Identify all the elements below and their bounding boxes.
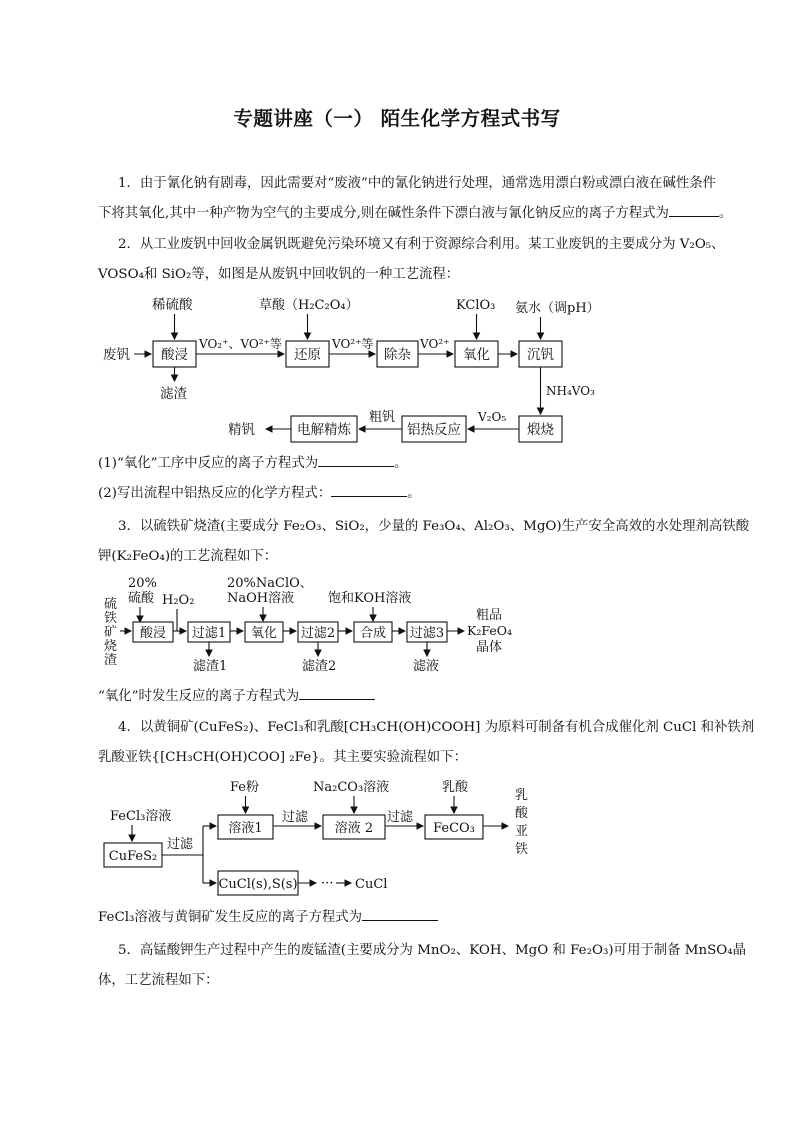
q3-acid2-label: 硫酸 [128, 591, 155, 606]
q4-fecl3-label: FeCl₃溶液 [110, 809, 172, 824]
q2-stream1-label: VO₂⁺、VO²⁺等 [199, 337, 282, 351]
q2-calcine-label: 煅烧 [527, 422, 554, 438]
q1-text: 下将其氧化,其中一种产物为空气的主要成分,则在碱性条件下漂白液与氰化钠反应的离子方程式为 [98, 206, 669, 221]
q3-filter1-label: 过滤1 [191, 626, 227, 641]
q3-flowchart [104, 576, 512, 674]
q4-prod-1: 乳 [515, 788, 529, 803]
q4-sol2-label: 溶液 2 [334, 821, 374, 836]
q3-question-text: “氧化”时发生反应的离子方程式为 [98, 689, 300, 704]
q3-feed-1: 硫 [104, 597, 118, 612]
q2-nh4vo3-label: NH₄VO₃ [546, 384, 595, 398]
q3-prod3-label: 晶体 [476, 640, 503, 655]
q2-sub2-text: (2)写出流程中铝热反应的化学方程式： [98, 486, 332, 501]
q4-dots-label: ··· [321, 876, 334, 891]
q3-oxidize-label: 氧化 [250, 626, 278, 641]
q2-feed-label: 废钒 [103, 347, 130, 363]
q4-filter3-label: 过滤 [387, 810, 414, 825]
q3-naclo1-label: 20%NaClO、 [227, 576, 313, 591]
q2-line1: 2．从工业废钒中回收金属钒既避免污染环境又有利于资源综合利用。某工业废钒的主要成分为 V₂O₅、 [118, 237, 725, 252]
q2-sub1-blank[interactable] [318, 454, 394, 467]
q2-oxalic-label: 草酸（H₂C₂O₄） [259, 298, 359, 313]
q4-answer-blank[interactable] [362, 908, 438, 921]
q2-stream3-label: VO²⁺ [420, 337, 450, 351]
q3-h2o2-label: H₂O₂ [162, 593, 195, 608]
q3-residue2-label: 滤渣2 [302, 659, 337, 674]
q4-sol1-label: 溶液1 [228, 821, 263, 836]
q4-question [98, 906, 438, 925]
q2-precip-label: 沉钒 [527, 347, 554, 363]
q2-product-label: 精钒 [228, 422, 255, 438]
q3-synth-label: 合成 [359, 626, 387, 641]
q2-flowchart [103, 297, 600, 442]
q4-prod-3: 亚 [515, 824, 529, 839]
q2-kclo3-label: KClO₃ [456, 298, 496, 313]
q3-feed-2: 铁 [104, 611, 118, 626]
page-title: 专题讲座（一） 陌生化学方程式书写 [233, 107, 561, 130]
q4-flowchart [104, 779, 529, 895]
q3-acid1-label: 20% [128, 576, 157, 591]
q1-line1: 1．由于氰化钠有剧毒，因此需要对“废液”中的氰化钠进行处理，通常选用漂白粉或漂白液在碱性条件 [118, 176, 717, 191]
q2-oxidize-label: 氧化 [463, 347, 490, 363]
q3-feed-3: 矿 [104, 625, 118, 640]
q2-v2o5-label: V₂O₅ [478, 410, 507, 424]
q3-prod2-label: K₂FeO₄ [467, 623, 512, 638]
q4-filter-label: 过滤 [167, 837, 194, 852]
q2-purify-label: 除杂 [384, 347, 411, 363]
q3-line2: 钾(K₂FeO₄)的工艺流程如下： [98, 549, 278, 564]
q2-sub1-period: 。 [394, 456, 408, 471]
q4-feco3-label: FeCO₃ [433, 821, 475, 836]
q3-filter2-label: 过滤2 [300, 626, 336, 641]
q2-sub1 [98, 452, 408, 471]
q3-line1: 3．以硫铁矿烧渣(主要成分 Fe₂O₃、SiO₂，少量的 Fe₃O₄、Al₂O₃、MgO)生产安全高效的水处理剂高铁酸 [118, 519, 750, 534]
q2-reduce-label: 还原 [294, 347, 321, 363]
q4-prod-4: 铁 [515, 842, 529, 857]
q4-filter2-label: 过滤 [282, 810, 309, 825]
q4-line2: 乳酸亚铁{[CH₃CH(OH)COO] ₂Fe}。其主要实验流程如下： [98, 750, 467, 765]
q4-na2co3-label: Na₂CO₃溶液 [313, 780, 390, 795]
q2-sub2-blank[interactable] [331, 484, 407, 497]
q4-prod-2: 酸 [515, 806, 529, 821]
q5-line1: 5．高锰酸钾生产过程中产生的废锰渣(主要成分为 MnO₂、KOH、MgO 和 Fe₂O₃)可用于制备 MnSO₄晶 [118, 943, 747, 958]
q3-naclo2-label: NaOH溶液 [227, 591, 295, 606]
q3-answer-blank[interactable] [299, 687, 375, 700]
q4-cucl-s-label: CuCl(s),S(s) [218, 877, 298, 892]
q2-residue-label: 滤渣 [160, 386, 187, 402]
q3-filtrate-label: 滤液 [413, 659, 440, 674]
q3-feed-4: 烧 [104, 639, 118, 654]
q2-acid-label: 稀硫酸 [152, 297, 193, 313]
q2-sub2-period: 。 [407, 486, 421, 501]
q2-stream2-label: VO²⁺等 [332, 337, 374, 351]
q2-leach-label: 酸浸 [161, 347, 188, 363]
q3-residue1-label: 滤渣1 [193, 659, 228, 674]
q3-koh-label: 饱和KOH溶液 [328, 591, 412, 606]
q1-period: 。 [718, 206, 733, 221]
q4-question-text: FeCl₃溶液与黄铜矿发生反应的离子方程式为 [98, 910, 363, 925]
q2-ammonia-label: 氨水（调pH） [515, 301, 600, 316]
q5-line2: 体，工艺流程如下： [98, 973, 219, 988]
q3-question [98, 685, 375, 704]
q2-sub1-text: (1)“氧化”工序中反应的离子方程式为 [98, 456, 319, 471]
q4-lactic-label: 乳酸 [442, 780, 469, 795]
q4-cucl-label: CuCl [355, 877, 388, 892]
q2-line2: VOSO₄和 SiO₂等，如图是从废钒中回收钒的一种工艺流程： [98, 267, 460, 282]
q3-leach-label: 酸浸 [139, 626, 167, 641]
q3-filter3-label: 过滤3 [409, 626, 445, 641]
q2-crude-label: 粗钒 [369, 410, 396, 425]
q4-line1: 4．以黄铜矿(CuFeS₂)、FeCl₃和乳酸[CH₃CH(OH)COOH] 为原料可制备有机合成催化剂 CuCl 和补铁剂 [118, 720, 755, 735]
q2-thermite-label: 铝热反应 [407, 422, 461, 438]
q4-cufes2-label: CuFeS₂ [108, 849, 158, 864]
q3-feed-5: 渣 [104, 653, 118, 668]
q3-prod1-label: 粗品 [476, 608, 503, 623]
q2-refine-label: 电解精炼 [297, 422, 351, 438]
q4-fe-label: Fe粉 [230, 780, 260, 795]
q2-sub2 [98, 482, 421, 501]
